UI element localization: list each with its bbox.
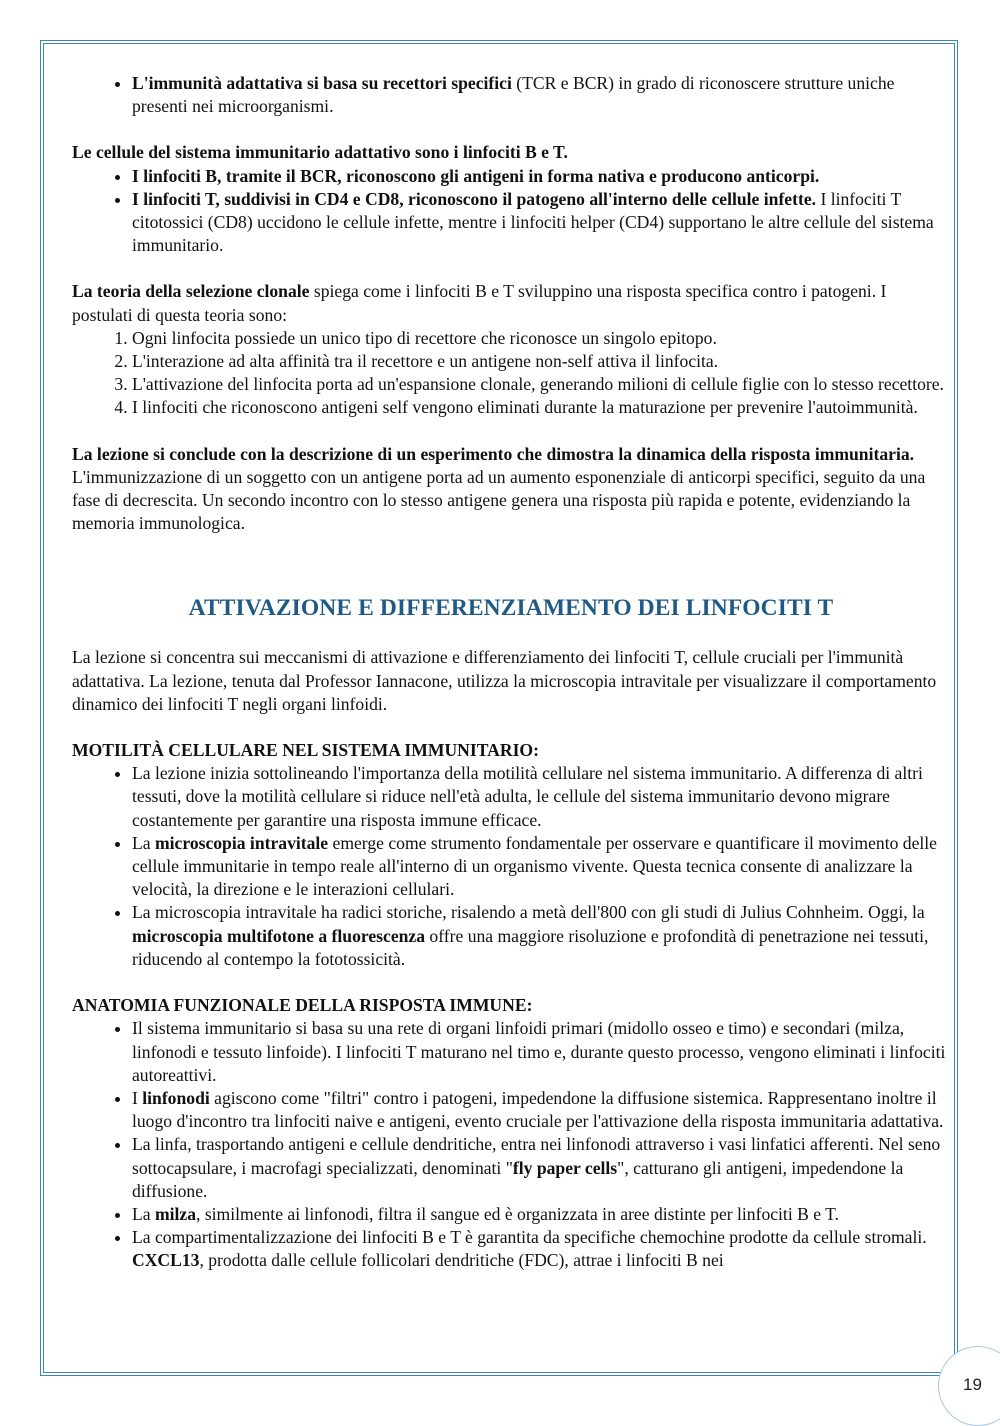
list-item: 1. Ogni linfocita possiede un unico tipo di recettore che riconosce un singolo epitopo. [132, 327, 950, 350]
list-item: • La milza, similmente ai linfonodi, filtra il sangue ed è organizzata in aree distinte per linfociti B e T. [132, 1203, 950, 1226]
intro-paragraph: La lezione si concentra sui meccanismi di attivazione e differenziamento dei linfociti T, cellule cruciali per l'immunità adattativa. La lezione, tenuta dal Professor Iannacone, utilizza la microscopia intravitale per visualizzare il comportamento dinamico dei linfociti T negli organi linfoidi. [72, 647, 937, 714]
conclusion-paragraph: La lezione si conclude con la descrizione di un esperimento che dimostra la dinamica della risposta immunitaria. L'immunizzazione di un soggetto con un antigene porta ad un aumento esponenziale di anticorpi specifici, seguito da una fase di decrescita. Un secondo incontro con lo stesso antigene genera una risposta più rapida e potente, evidenziando la memoria immunologica. [72, 443, 926, 534]
anatomy-list [72, 1017, 950, 1272]
list-item: • L'immunità adattativa si basa su recettori specifici (TCR e BCR) in grado di riconoscere strutture uniche presenti nei microorganismi. [132, 72, 950, 118]
list-item: • La microscopia intravitale ha radici storiche, risalendo a metà dell'800 con gli studi di Julius Cohnheim. Oggi, la microscopia multifotone a fluorescenza offre una maggiore risoluzione e profondità di penetrazione nei tessuti, riducendo al contempo la fototossicità. [132, 901, 950, 971]
anatomy-title: ANATOMIA FUNZIONALE DELLA RISPOSTA IMMUNE: [72, 995, 533, 1016]
page-number: 19 [963, 1375, 982, 1394]
list-item: • I linfonodi agiscono come "filtri" contro i patogeni, impedendone la diffusione sistemica. Rappresentano inoltre il luogo d'incontro tra linfociti naive e antigeni, evento cruciale per l'attivazione della risposta immunitaria adattativa. [132, 1087, 950, 1133]
motility-title: MOTILITÀ CELLULARE NEL SISTEMA IMMUNITARIO: [72, 740, 539, 761]
postulates-list [72, 327, 950, 420]
list-item: • La compartimentalizzazione dei linfociti B e T è garantita da specifiche chemochine prodotte da cellule stromali. CXCL13, prodotta dalle cellule follicolari dendritiche (FDC), attrae i linfociti B nei [132, 1226, 950, 1272]
list-item: 4. I linfociti che riconoscono antigeni self vengono eliminati durante la maturazione per prevenire l'autoimmunità. [132, 396, 950, 419]
list-item: 3. L'attivazione del linfocita porta ad un'espansione clonale, generando milioni di cellule figlie con lo stesso recettore. [132, 373, 950, 396]
list-item: • La lezione inizia sottolineando l'importanza della motilità cellulare nel sistema immunitario. A differenza di altri tessuti, dove la motilità cellulare si riduce nell'età adulta, le cellule del sistema immunitario devono migrare costantemente per garantire una risposta immune efficace. [132, 762, 950, 832]
adaptive-cells-intro: Le cellule del sistema immunitario adattativo sono i linfociti B e T. [72, 142, 568, 163]
adaptive-cells-list [72, 165, 950, 258]
list-item: • I linfociti B, tramite il BCR, riconoscono gli antigeni in forma nativa e producono anticorpi. [132, 165, 950, 188]
list-item: 2. L'interazione ad alta affinità tra il recettore e un antigene non-self attiva il linfocita. [132, 350, 950, 373]
list-item: • La linfa, trasportando antigeni e cellule dendritiche, entra nei linfonodi attraverso i vasi linfatici afferenti. Nel seno sottocapsulare, i macrofagi specializzati, denominati "fly paper cells", catturano gli antigeni, impedendone la diffusione. [132, 1133, 950, 1203]
section-heading: ATTIVAZIONE E DIFFERENZIAMENTO DEI LINFOCITI T [188, 595, 834, 622]
adaptive-receptor-list [72, 72, 950, 118]
list-item: • Il sistema immunitario si basa su una rete di organi linfoidi primari (midollo osseo e timo) e secondari (milza, linfonodi e tessuto linfoide). I linfociti T maturano nel timo e, durante questo processo, vengono eliminati i linfociti autoreattivi. [132, 1017, 950, 1087]
clonal-selection-paragraph: La teoria della selezione clonale spiega come i linfociti B e T sviluppino una risposta specifica contro i patogeni. I postulati di questa teoria sono: [72, 281, 887, 325]
document-body [72, 72, 950, 1273]
list-item: • I linfociti T, suddivisi in CD4 e CD8, riconoscono il patogeno all'interno delle cellule infette. I linfociti T citotossici (CD8) uccidono le cellule infette, mentre i linfociti helper (CD4) supportano le altre cellule del sistema immunitario. [132, 188, 950, 258]
motility-list [72, 762, 950, 971]
list-item: • La microscopia intravitale emerge come strumento fondamentale per osservare e quantificare il movimento delle cellule immunitarie in tempo reale all'interno di un organismo vivente. Questa tecnica consente di analizzare la velocità, la direzione e le interazioni cellulari. [132, 832, 950, 902]
